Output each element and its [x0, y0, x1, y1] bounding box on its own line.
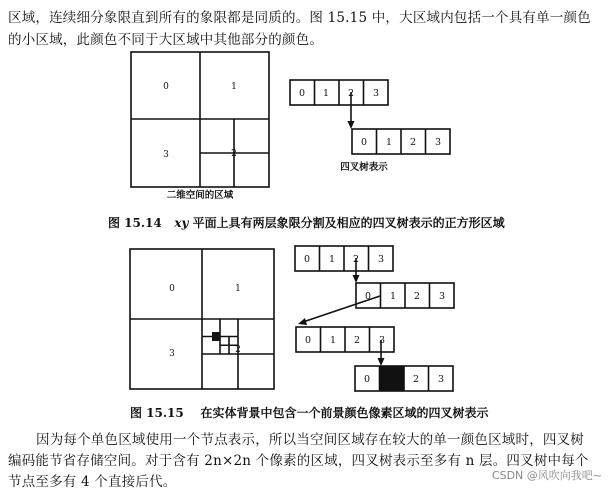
fig14-child-cell-1: 1 [385, 137, 393, 148]
fig15-quad-2: 2 [235, 345, 241, 355]
fig14-tree-label: 四叉树表示 [340, 162, 388, 173]
fig14-top-cell-2: 2 [347, 88, 355, 99]
fig15-l1-cell-2: 2 [352, 254, 360, 265]
fig14-child-cell-3: 3 [434, 137, 442, 148]
fig15-l4-cell-3: 3 [437, 374, 445, 385]
fig15-l4-cell-0: 0 [363, 374, 371, 385]
fig14-quad-0: 0 [163, 82, 169, 92]
fig14-caption [108, 214, 505, 231]
fig15-l4-cell-2: 2 [412, 374, 420, 385]
fig15-l3-cell-1: 1 [329, 335, 337, 346]
fig14-child-cell-0: 0 [360, 137, 368, 148]
fig15-quad-3: 3 [169, 349, 175, 359]
fig14-quad-1: 1 [231, 82, 237, 92]
fig15-arrow-head-3 [378, 358, 385, 366]
fig15-foreground-pixel [212, 332, 220, 341]
body-line-2: 编码能节省存储空间。对于含有 2n×2n 个像素的区域，四叉树表示至多有 n 层。四叉树中每个 [8, 453, 589, 469]
fig14-top-cell-3: 3 [372, 88, 380, 99]
fig14-caption-text: 平面上具有两层象限分割及相应的四叉树表示的正方形区域 [192, 216, 505, 230]
fig14-quad-2: 2 [231, 149, 237, 159]
fig15-caption-number: 图 15.15 [130, 406, 184, 420]
fig15-l2-cell-2: 2 [413, 291, 421, 302]
fig15-l3-cell-3: 3 [378, 335, 386, 346]
intro-line-2: 的小区域，此颜色不同于大区域中其他部分的颜色。 [8, 32, 324, 48]
fig15-arrow-head-2 [298, 318, 307, 325]
fig14-top-cell-0: 0 [298, 88, 306, 99]
fig15-caption [130, 404, 489, 421]
fig14-arrow-head [348, 121, 355, 129]
fig14-region-label: 二维空间的区域 [166, 190, 234, 201]
fig15-l1-cell-3: 3 [377, 254, 385, 265]
body-line-1: 因为每个单色区域使用一个节点表示，所以当空间区域存在较大的单一颜色区域时，四叉树 [36, 432, 584, 448]
fig15-l1-cell-0: 0 [303, 254, 311, 265]
fig14-caption-number: 图 15.14 [108, 216, 162, 230]
fig15-l2-cell-0: 0 [364, 291, 372, 302]
fig14-child-cell-2: 2 [409, 137, 417, 148]
fig15-l2-cell-3: 3 [438, 291, 446, 302]
fig15-caption-text: 在实体背景中包含一个前景颜色像素区域的四叉树表示 [200, 406, 489, 420]
fig15-quad-1: 1 [235, 284, 241, 294]
fig15-arrow-head-1 [353, 275, 360, 283]
fig15-l3-cell-2: 2 [353, 335, 361, 346]
fig15-quad-0: 0 [169, 284, 175, 294]
intro-line-1: 区域，连续细分象限直到所有的象限都是同质的。图 15.15 中，大区域内包括一个具有单一颜色 [8, 10, 591, 26]
watermark: CSDN @风吹向我吧~ [491, 469, 602, 482]
fig14-quad-3: 3 [163, 150, 169, 160]
fig14-top-cell-1: 1 [322, 88, 330, 99]
fig15-l1-cell-1: 1 [328, 254, 336, 265]
fig15-l2-cell-1: 1 [389, 291, 397, 302]
fig15-filled-node [380, 366, 405, 391]
fig15-l3-cell-0: 0 [304, 335, 312, 346]
fig14-caption-xy: xy [174, 216, 189, 230]
body-line-3: 节点至多有 4 个直接后代。 [8, 474, 177, 490]
